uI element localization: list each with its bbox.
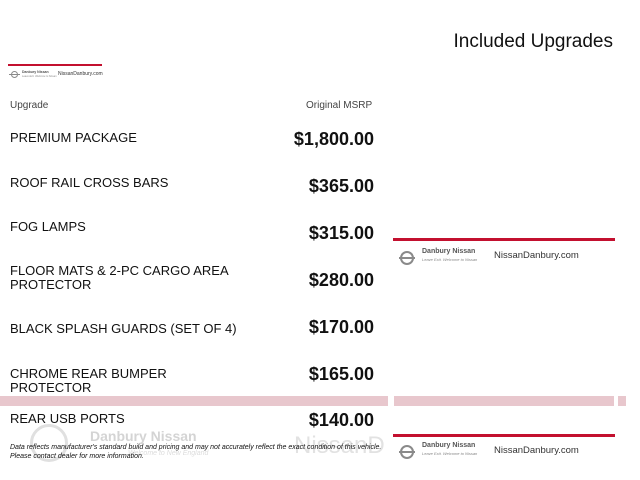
- dealer-website: NissanDanbury.com: [494, 250, 579, 261]
- column-header-upgrade: Upgrade: [10, 100, 49, 111]
- upgrade-name: ROOF RAIL CROSS BARS: [10, 175, 169, 190]
- upgrade-name: PREMIUM PACKAGE: [10, 130, 137, 145]
- upgrade-name: BLACK SPLASH GUARDS (SET OF 4): [10, 321, 237, 336]
- watermark-tagline: Welcome to New England: [128, 450, 209, 457]
- upgrade-price: $140.00: [308, 410, 374, 430]
- upgrade-price: $365.00: [308, 176, 374, 196]
- nissan-logo-icon: [11, 71, 18, 78]
- upgrade-name: FLOOR MATS & 2-PC CARGO AREA PROTECTOR: [10, 263, 228, 292]
- separator-stripe: [618, 396, 626, 406]
- upgrade-price: $1,800.00: [293, 129, 374, 149]
- dealer-name: Danbury Nissan: [422, 248, 476, 255]
- banner-accent-bar: [393, 238, 615, 241]
- dealer-tagline: Leave Exit. Welcome to Nissan: [422, 257, 478, 262]
- upgrade-price: $165.00: [308, 364, 374, 384]
- dealer-banner: [393, 434, 615, 468]
- watermark-dealer-name: Danbury Nissan: [90, 428, 197, 444]
- disclaimer-line: Please contact dealer for more information.: [10, 453, 144, 460]
- separator-stripe: [0, 396, 388, 406]
- dealer-tagline: Leave Exit. Welcome to Nissan: [422, 451, 478, 456]
- dealer-name: Danbury Nissan: [22, 70, 49, 74]
- upgrade-price: $280.00: [308, 270, 374, 290]
- upgrade-name: FOG LAMPS: [10, 219, 86, 234]
- upgrade-price: $315.00: [308, 223, 374, 243]
- watermark-website: NissanD: [294, 432, 385, 459]
- nissan-logo-icon: [400, 251, 414, 265]
- separator-stripe: [394, 396, 614, 406]
- disclaimer: [10, 443, 381, 461]
- nissan-logo-icon: [400, 445, 414, 459]
- banner-accent-bar: [8, 64, 102, 66]
- disclaimer-line: Data reflects manufacturer's standard build and pricing and may not accurately reflect the exact condition of this vehicle.: [10, 444, 382, 451]
- column-header-msrp: Original MSRP: [306, 100, 373, 111]
- upgrade-price: $170.00: [308, 317, 374, 337]
- page-title: Included Upgrades: [453, 31, 613, 52]
- dealer-name: Danbury Nissan: [422, 442, 476, 449]
- dealer-banner-header: [8, 64, 104, 80]
- upgrade-name: CHROME REAR BUMPER PROTECTOR: [10, 366, 167, 395]
- dealer-website: NissanDanbury.com: [494, 445, 579, 456]
- upgrade-name: REAR USB PORTS: [10, 411, 125, 426]
- dealer-website: NissanDanbury.com: [58, 71, 103, 77]
- banner-accent-bar: [393, 434, 615, 437]
- dealer-tagline: Leave Exit. Welcome to Nissan: [22, 75, 57, 78]
- dealer-banner: [393, 238, 615, 272]
